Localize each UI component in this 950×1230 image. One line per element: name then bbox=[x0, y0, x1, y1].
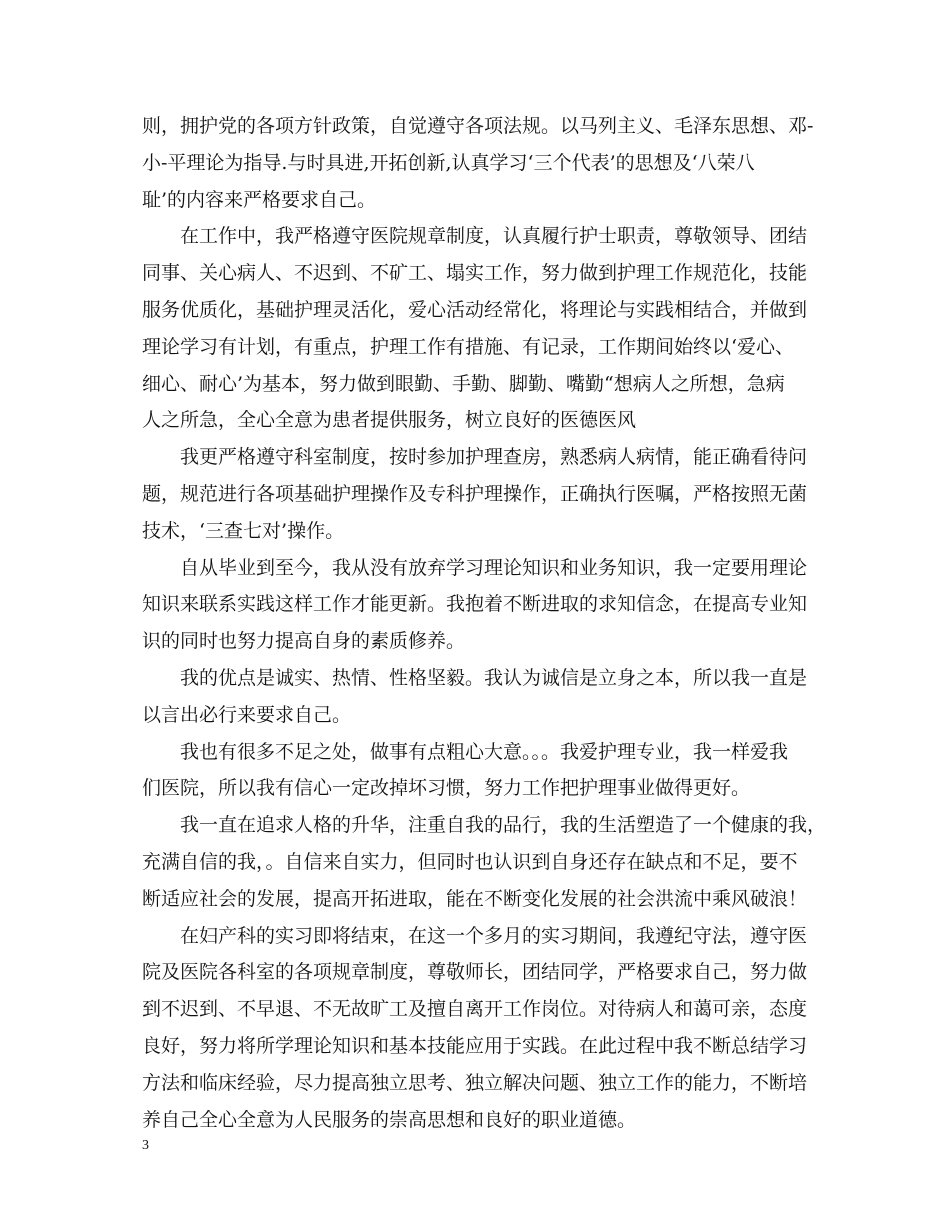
text-line: 方法和临床经验，尽力提高独立思考、独立解决问题、独立工作的能力，不断培 bbox=[142, 1071, 808, 1094]
text-line: 题，规范进行各项基础护理操作及专科护理操作，正确执行医嘱，严格按照无菌 bbox=[142, 482, 808, 505]
text-line: 我更严格遵守科室制度，按时参加护理查房，熟悉病人病情，能正确看待问 bbox=[180, 446, 808, 469]
paragraph bbox=[142, 218, 810, 439]
text-line: 则，拥护党的各项方针政策，自觉遵守各项法规。以马列主义、毛泽东思想、邓- bbox=[142, 115, 814, 137]
text-line: 到不迟到、不早退、不无故旷工及擅自离开工作岗位。对待病人和蔼可亲，态度 bbox=[142, 998, 808, 1021]
text-line: 在工作中，我严格遵守医院规章制度，认真履行护士职责，尊敬领导、团结 bbox=[180, 225, 808, 248]
text-line: 人之所急，全心全意为患者提供服务，树立良好的医德医风 bbox=[142, 409, 637, 432]
text-line: 们医院，所以我有信心一定改掉坏习惯，努力工作把护理事业做得更好。 bbox=[142, 777, 751, 800]
text-line: 耻’的内容来严格要求自己。 bbox=[142, 188, 377, 211]
text-line: 技术，‘三查七对’操作。 bbox=[142, 519, 345, 542]
text-line: 自从毕业到至今，我从没有放弃学习理论知识和业务知识，我一定要用理论 bbox=[180, 556, 808, 579]
text-line: 在妇产科的实习即将结束，在这一个多月的实习期间，我遵纪守法，遵守医 bbox=[180, 924, 808, 947]
text-line: 小-平理论为指导.与时具进,开拓创新,认真学习‘三个代表’的思想及‘八荣八 bbox=[142, 151, 755, 174]
paragraph bbox=[142, 918, 810, 1139]
paragraph bbox=[142, 807, 827, 917]
text-line: 细心、耐心’为基本，努力做到眼勤、手勤、脚勤、嘴勤“想病人之所想，急病 bbox=[142, 372, 785, 395]
document-body bbox=[142, 108, 827, 1138]
text-line: 充满自信的我，。自信来自实力，但同时也认识到自身还存在缺点和不足，要不 bbox=[142, 850, 798, 873]
paragraph bbox=[142, 550, 810, 660]
text-line: 理论学习有计划，有重点，护理工作有措施、有记录，工作期间始终以‘爱心、 bbox=[142, 335, 795, 358]
text-line: 我也有很多不足之处，做事有点粗心大意。。。我爱护理专业，我一样爱我 bbox=[180, 740, 789, 763]
text-line: 我一直在追求人格的升华，注重自我的品行，我的生活塑造了一个健康的我， bbox=[180, 814, 827, 837]
text-line: 我的优点是诚实、热情、性格坚毅。我认为诚信是立身之本，所以我一直是 bbox=[180, 666, 808, 689]
paragraph bbox=[142, 439, 810, 549]
text-line: 断适应社会的发展，提高开拓进取，能在不断变化发展的社会洪流中乘风破浪！ bbox=[142, 887, 808, 910]
text-line: 院及医院各科室的各项规章制度，尊敬师长，团结同学，严格要求自己，努力做 bbox=[142, 961, 808, 984]
text-line: 服务优质化，基础护理灵活化，爱心活动经常化，将理论与实践相结合，并做到 bbox=[142, 298, 808, 321]
text-line: 同事、关心病人、不迟到、不矿工、塌实工作，努力做到护理工作规范化，技能 bbox=[142, 262, 808, 285]
page-number: 3 bbox=[142, 1138, 149, 1153]
text-line: 知识来联系实践这样工作才能更新。我抱着不断进取的求知信念，在提高专业知 bbox=[142, 593, 808, 616]
paragraph bbox=[142, 734, 810, 808]
text-line: 识的同时也努力提高自身的素质修养。 bbox=[142, 630, 466, 653]
text-line: 以言出必行来要求自己。 bbox=[142, 703, 352, 726]
paragraph bbox=[142, 108, 814, 218]
paragraph bbox=[142, 660, 810, 734]
text-line: 良好，努力将所学理论知识和基本技能应用于实践。在此过程中我不断总结学习 bbox=[142, 1034, 808, 1057]
text-line: 养自己全心全意为人民服务的崇高思想和良好的职业道德。 bbox=[142, 1108, 637, 1131]
